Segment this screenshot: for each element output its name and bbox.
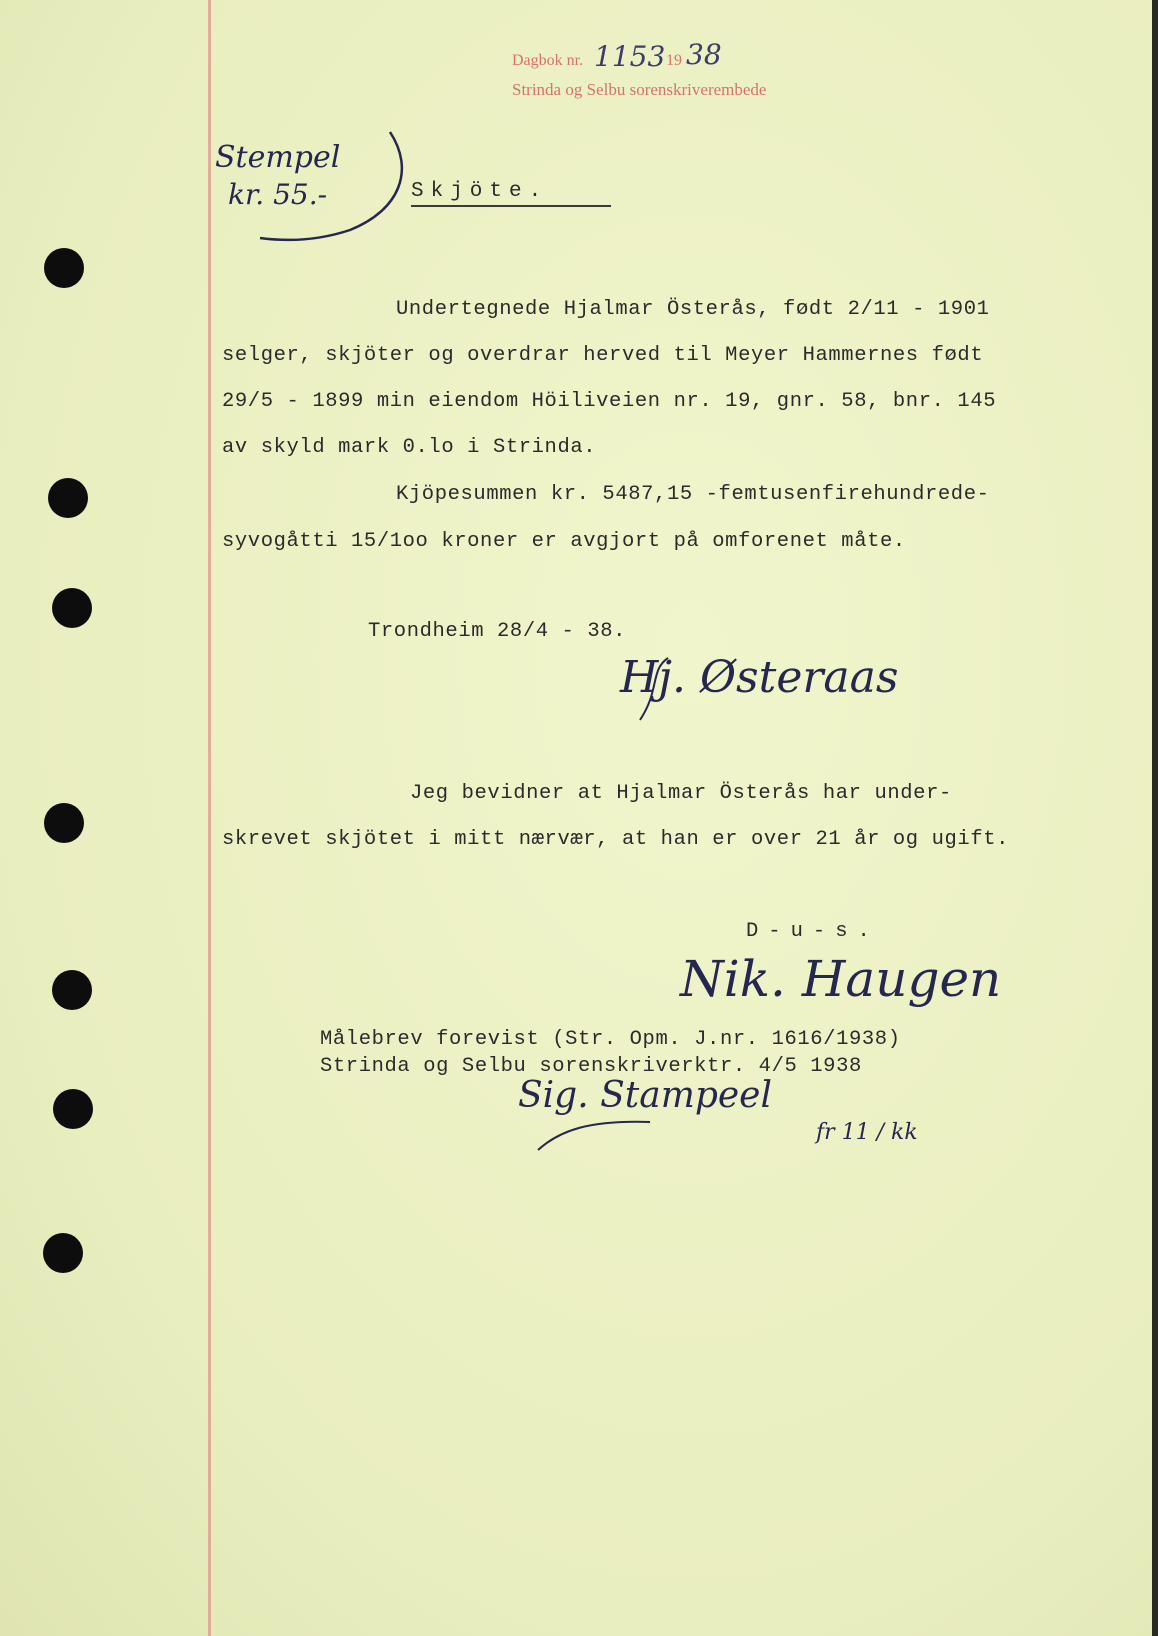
body-line-1: Undertegnede Hjalmar Österås, født 2/11 - 1901: [396, 298, 990, 321]
punch-hole: [44, 803, 84, 843]
year-handwritten: 38: [686, 38, 722, 71]
witness-line-1: Jeg bevidner at Hjalmar Österås har under-: [410, 782, 952, 805]
clerk-signature: Sig. Stampeel: [518, 1075, 773, 1116]
dus-mark: D-u-s.: [746, 920, 880, 943]
stamp-fee-line2: kr. 55.-: [228, 178, 328, 211]
punch-hole: [52, 970, 92, 1010]
body-line-5: Kjöpesummen kr. 5487,15 -femtusenfirehundrede-: [396, 483, 990, 506]
title-underline: [411, 205, 611, 207]
document-title: Skjöte.: [411, 180, 549, 203]
office-name: Strinda og Selbu sorenskriverembede: [512, 80, 767, 99]
punch-hole: [52, 588, 92, 628]
witness-line-2: skrevet skjötet i mitt nærvær, at han er over 21 år og ugift.: [222, 828, 1010, 851]
registration-line-1: Målebrev forevist (Str. Opm. J.nr. 1616/1938): [320, 1028, 901, 1051]
punch-hole: [43, 1233, 83, 1273]
seller-signature: Hj. Østeraas: [620, 652, 899, 703]
margin-note: fr 11 / kk: [816, 1120, 918, 1145]
body-line-4: av skyld mark 0.lo i Strinda.: [222, 436, 597, 459]
bracket-stroke: [250, 130, 410, 250]
place-date: Trondheim 28/4 - 38.: [368, 620, 627, 643]
stamp-fee-line1: Stempel: [215, 140, 341, 175]
body-line-3: 29/5 - 1899 min eiendom Höiliveien nr. 19, gnr. 58, bnr. 145: [222, 390, 997, 413]
punch-hole: [48, 478, 88, 518]
clerk-signature-stroke: [530, 1100, 670, 1160]
body-line-6: syvogåtti 15/1oo kroner er avgjort på omforenet måte.: [222, 530, 906, 553]
seller-signature-stroke: [620, 650, 910, 740]
punch-hole: [53, 1089, 93, 1129]
year-prefix: 19: [666, 52, 682, 69]
dagbok-number: 1153: [594, 40, 666, 73]
witness-signature: Nik. Haugen: [680, 950, 1002, 1008]
body-line-2: selger, skjöter og overdrar herved til Meyer Hammernes født: [222, 344, 984, 367]
punch-hole: [44, 248, 84, 288]
dagbok-label: Dagbok nr.: [512, 52, 584, 69]
margin-rule: [208, 0, 211, 1636]
registration-line-2: Strinda og Selbu sorenskriverktr. 4/5 1938: [320, 1055, 862, 1078]
